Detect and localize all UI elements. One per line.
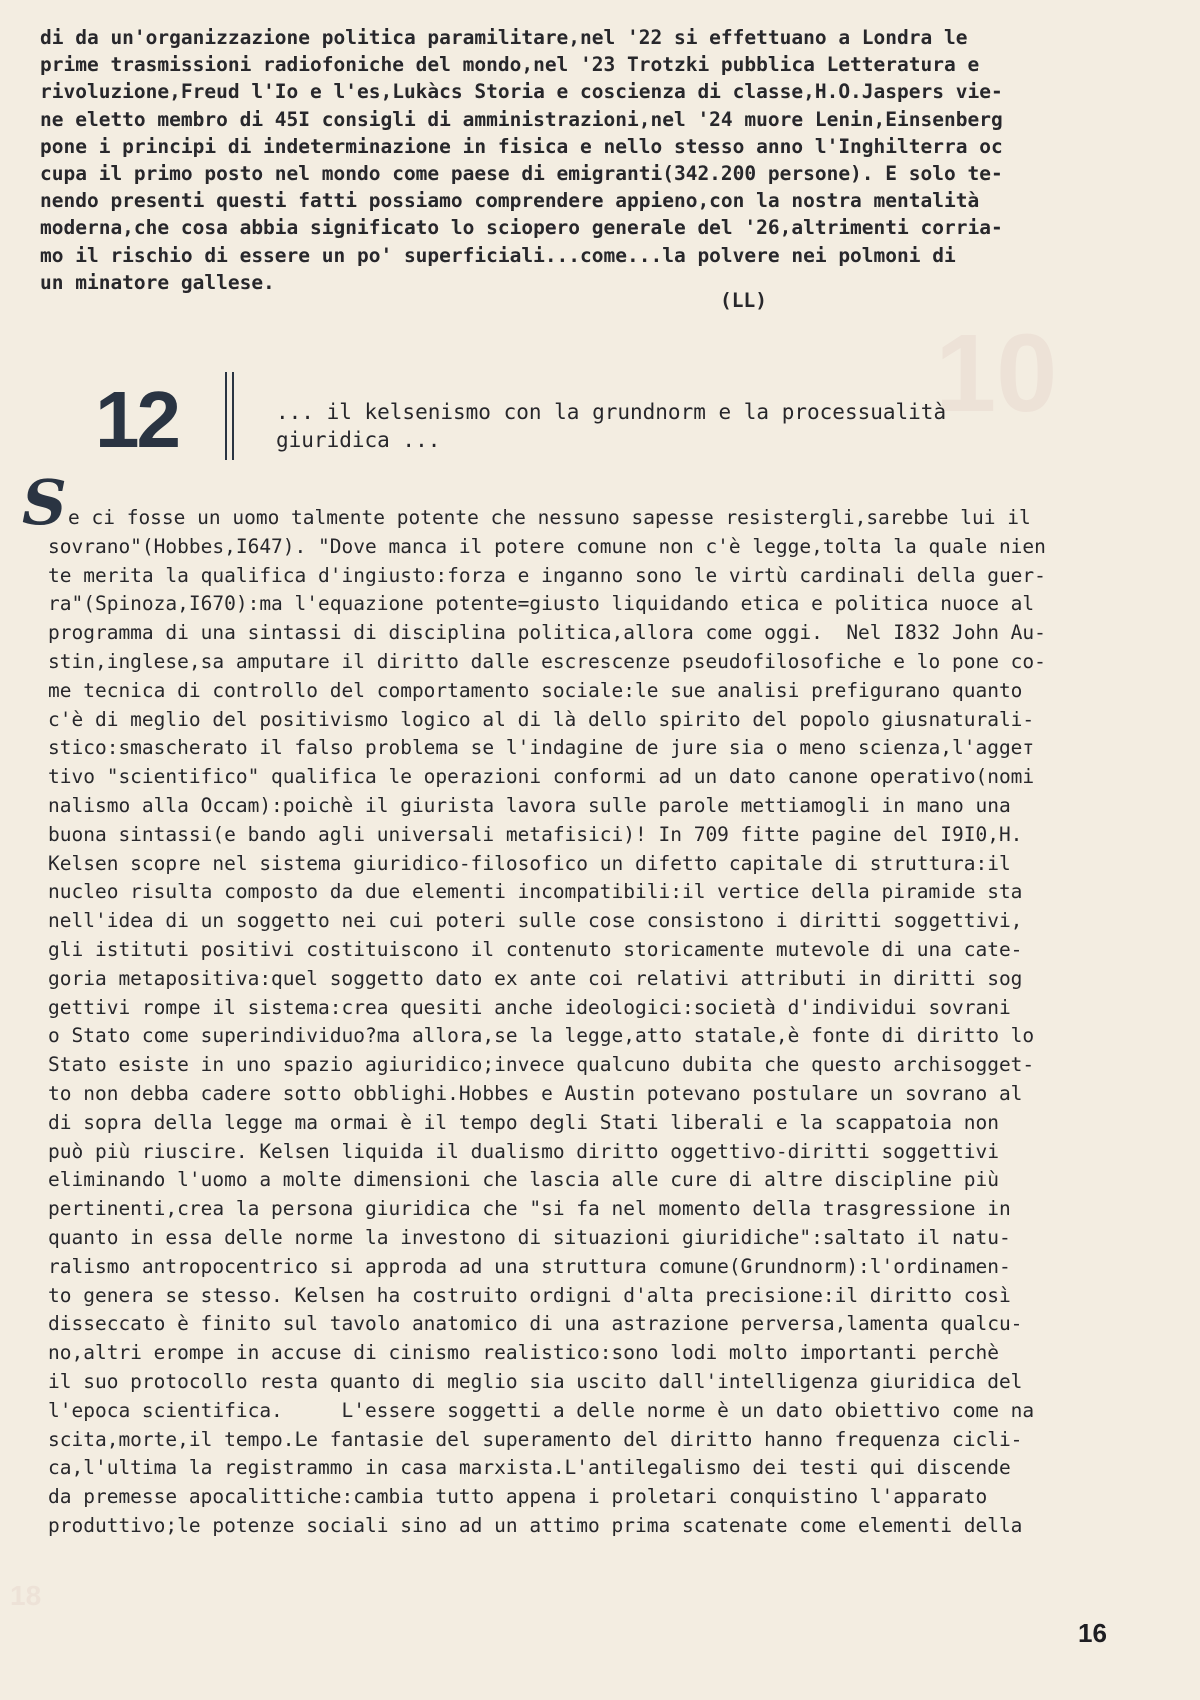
text-line: disseccato è finito sul tavolo anatomico di una astrazione perversa,lamenta qualcu- <box>48 1312 1023 1336</box>
text-line: moderna,che cosa abbia significato lo sciopero generale del '26,altrimenti corria- <box>40 216 1003 240</box>
text-line: produttivo;le potenze sociali sino ad un attimo prima scatenate come elementi della <box>48 1513 1023 1537</box>
text-line: stico:smascherato il falso problema se l'indagine de jure sia o meno scienza,l'aggет <box>48 736 1035 760</box>
text-line: Stato esiste in uno spazio agiuridico;invece qualcuno dubita che questo archisogget- <box>48 1053 1035 1077</box>
text-line: ralismo antropocentrico si approda ad una struttura comune(Grundnorm):l'ordinamen- <box>48 1254 1011 1278</box>
text-line: eliminando l'uomo a molte dimensioni che lascia alle cure di altre discipline più <box>48 1168 999 1192</box>
text-line: gettivi rompe il sistema:crea quesiti anche ideologici:società d'individui sovrani <box>48 995 1011 1019</box>
text-line: può più riuscire. Kelsen liquida il dualismo diritto oggettivo-diritti soggettivi <box>48 1139 999 1163</box>
text-line: stin,inglese,sa amputare il diritto dalle escrescenze pseudofilosofiche e lo pone co- <box>48 649 1046 673</box>
author-initials: (LL) <box>720 289 767 312</box>
text-line: di da un'organizzazione politica paramilitare,nel '22 si effettuano a Londra le <box>40 26 968 49</box>
text-line: c'è di meglio del positivismo logico al di là dello spirito del popolo giusnaturali- <box>48 707 1035 731</box>
text-line: no,altri erompe in accuse di cinismo realistico:sono lodi molto importanti perchè <box>48 1341 999 1365</box>
text-line: Kelsen scopre nel sistema giuridico-filosofico un difetto capitale di struttura:il <box>48 851 1011 875</box>
text-line: pertinenti,crea la persona giuridica che "si fa nel momento della trasgressione in <box>48 1197 1011 1221</box>
text-line: goria metapositiva:quel soggetto dato ex ante coi relativi attributi in diritti sog <box>48 966 1023 990</box>
text-line: di sopra della legge ma ormai è il tempo degli Stati liberali e la scappatoia non <box>48 1110 999 1134</box>
text-line: nucleo risulta composto da due elementi incompatibili:il vertice della piramide sta <box>48 880 1023 904</box>
text-line: quanto in essa delle norme la investono di situazioni giuridiche":saltato il natu- <box>48 1225 1011 1249</box>
text-line: sovrano"(Hobbes,I647). "Dove manca il potere comune non c'è legge,tolta la quale nien <box>48 534 1046 558</box>
text-line: gli istituti positivi costituiscono il contenuto storicamente mutevole di una cate- <box>48 937 1023 961</box>
text-line: l'epoca scientifica. L'essere soggetti a delle norme è un dato obiettivo come na <box>48 1398 1035 1422</box>
drop-cap: S <box>22 466 67 539</box>
text-line: o Stato come superindividuo?ma allora,se la legge,atto statale,è fonte di diritto lo <box>48 1024 1035 1048</box>
text-line: il suo protocollo resta quanto di meglio sia uscito dall'intelligenza giuridica del <box>48 1369 1023 1393</box>
text-line: ca,l'ultima la registrammo in casa marxista.L'antilegalismo dei testi qui discende <box>48 1456 1011 1480</box>
text-line: buona sintassi(e bando agli universali metafisici)! In 709 fitte pagine del I9I0,H. <box>48 822 1023 846</box>
text-line: nendo presenti questi fatti possiamo comprendere appieno,con la nostra mentalità <box>40 189 980 213</box>
text-line: tivo "scientifico" qualifica le operazioni conformi ad un dato canone operativo(nomi <box>48 765 1035 789</box>
text-line: e ci fosse un uomo talmente potente che nessuno sapesse resistergli,sarebbe lui il <box>68 506 1031 529</box>
text-line: to non debba cadere sotto obblighi.Hobbes e Austin potevano postulare un sovrano al <box>48 1081 1023 1105</box>
text-line: da premesse apocalittiche:cambia tutto appena i proletari conquistino l'apparato <box>48 1485 988 1509</box>
text-line: rivoluzione,Freud l'Io e l'es,Lukàcs Storia e coscienza di classe,H.O.Jaspers vie- <box>40 80 1003 104</box>
text-line: nell'idea di un soggetto nei cui poteri sulle cose consistono i diritti soggettivi, <box>48 909 1023 933</box>
text-line: scita,morte,il tempo.Le fantasie del superamento del diritto hanno frequenza cicli- <box>48 1427 1023 1451</box>
text-line: programma di una sintassi di disciplina politica,allora come oggi. Nel I832 John Au- <box>48 621 1046 645</box>
text-line: te merita la qualifica d'ingiusto:forza e inganno sono le virtù cardinali della guer- <box>48 563 1046 587</box>
text-line: nalismo alla Occam):poichè il giurista lavora sulle parole mettiamogli in mano una <box>48 793 1011 817</box>
bleed-through-mark: 10 <box>935 312 1058 435</box>
text-line: pone i principi di indeterminazione in fisica e nello stesso anno l'Inghilterra oc <box>40 134 1003 158</box>
continued-paragraph <box>40 24 1160 296</box>
text-line: me tecnica di controllo del comportamento sociale:le sue analisi prefigurano quanto <box>48 678 1023 702</box>
subtitle-line: ... il kelsenismo con la grundnorm e la processualità <box>276 400 947 424</box>
bleed-through-mark: 18 <box>10 1580 42 1611</box>
text-line: to genera se stesso. Kelsen ha costruito ordigni d'alta precisione:il diritto così <box>48 1283 1011 1307</box>
text-line: prime trasmissioni radiofoniche del mondo,nel '23 Trotzki pubblica Letteratura e <box>40 53 980 77</box>
section-divider <box>232 372 234 460</box>
text-line: un minatore gallese. <box>40 270 275 294</box>
section-subtitle <box>276 398 1156 454</box>
page-number: 16 <box>1078 1618 1107 1648</box>
section-number: 12 <box>95 375 178 464</box>
text-line: ne eletto membro di 45I consigli di amministrazioni,nel '24 muore Lenin,Einsenberg <box>40 107 1003 131</box>
section-body <box>48 504 1158 1541</box>
section-divider <box>225 372 227 460</box>
subtitle-line: giuridica ... <box>276 428 441 452</box>
text-line: ra"(Spinoza,I670):ma l'equazione potente=giusto liquidando etica e politica nuoce al <box>48 592 1035 616</box>
text-line: cupa il primo posto nel mondo come paese di emigranti(342.200 persone). E solo te- <box>40 162 1003 186</box>
text-line: mo il rischio di essere un po' superficiali...come...la polvere nei polmoni di <box>40 243 956 267</box>
